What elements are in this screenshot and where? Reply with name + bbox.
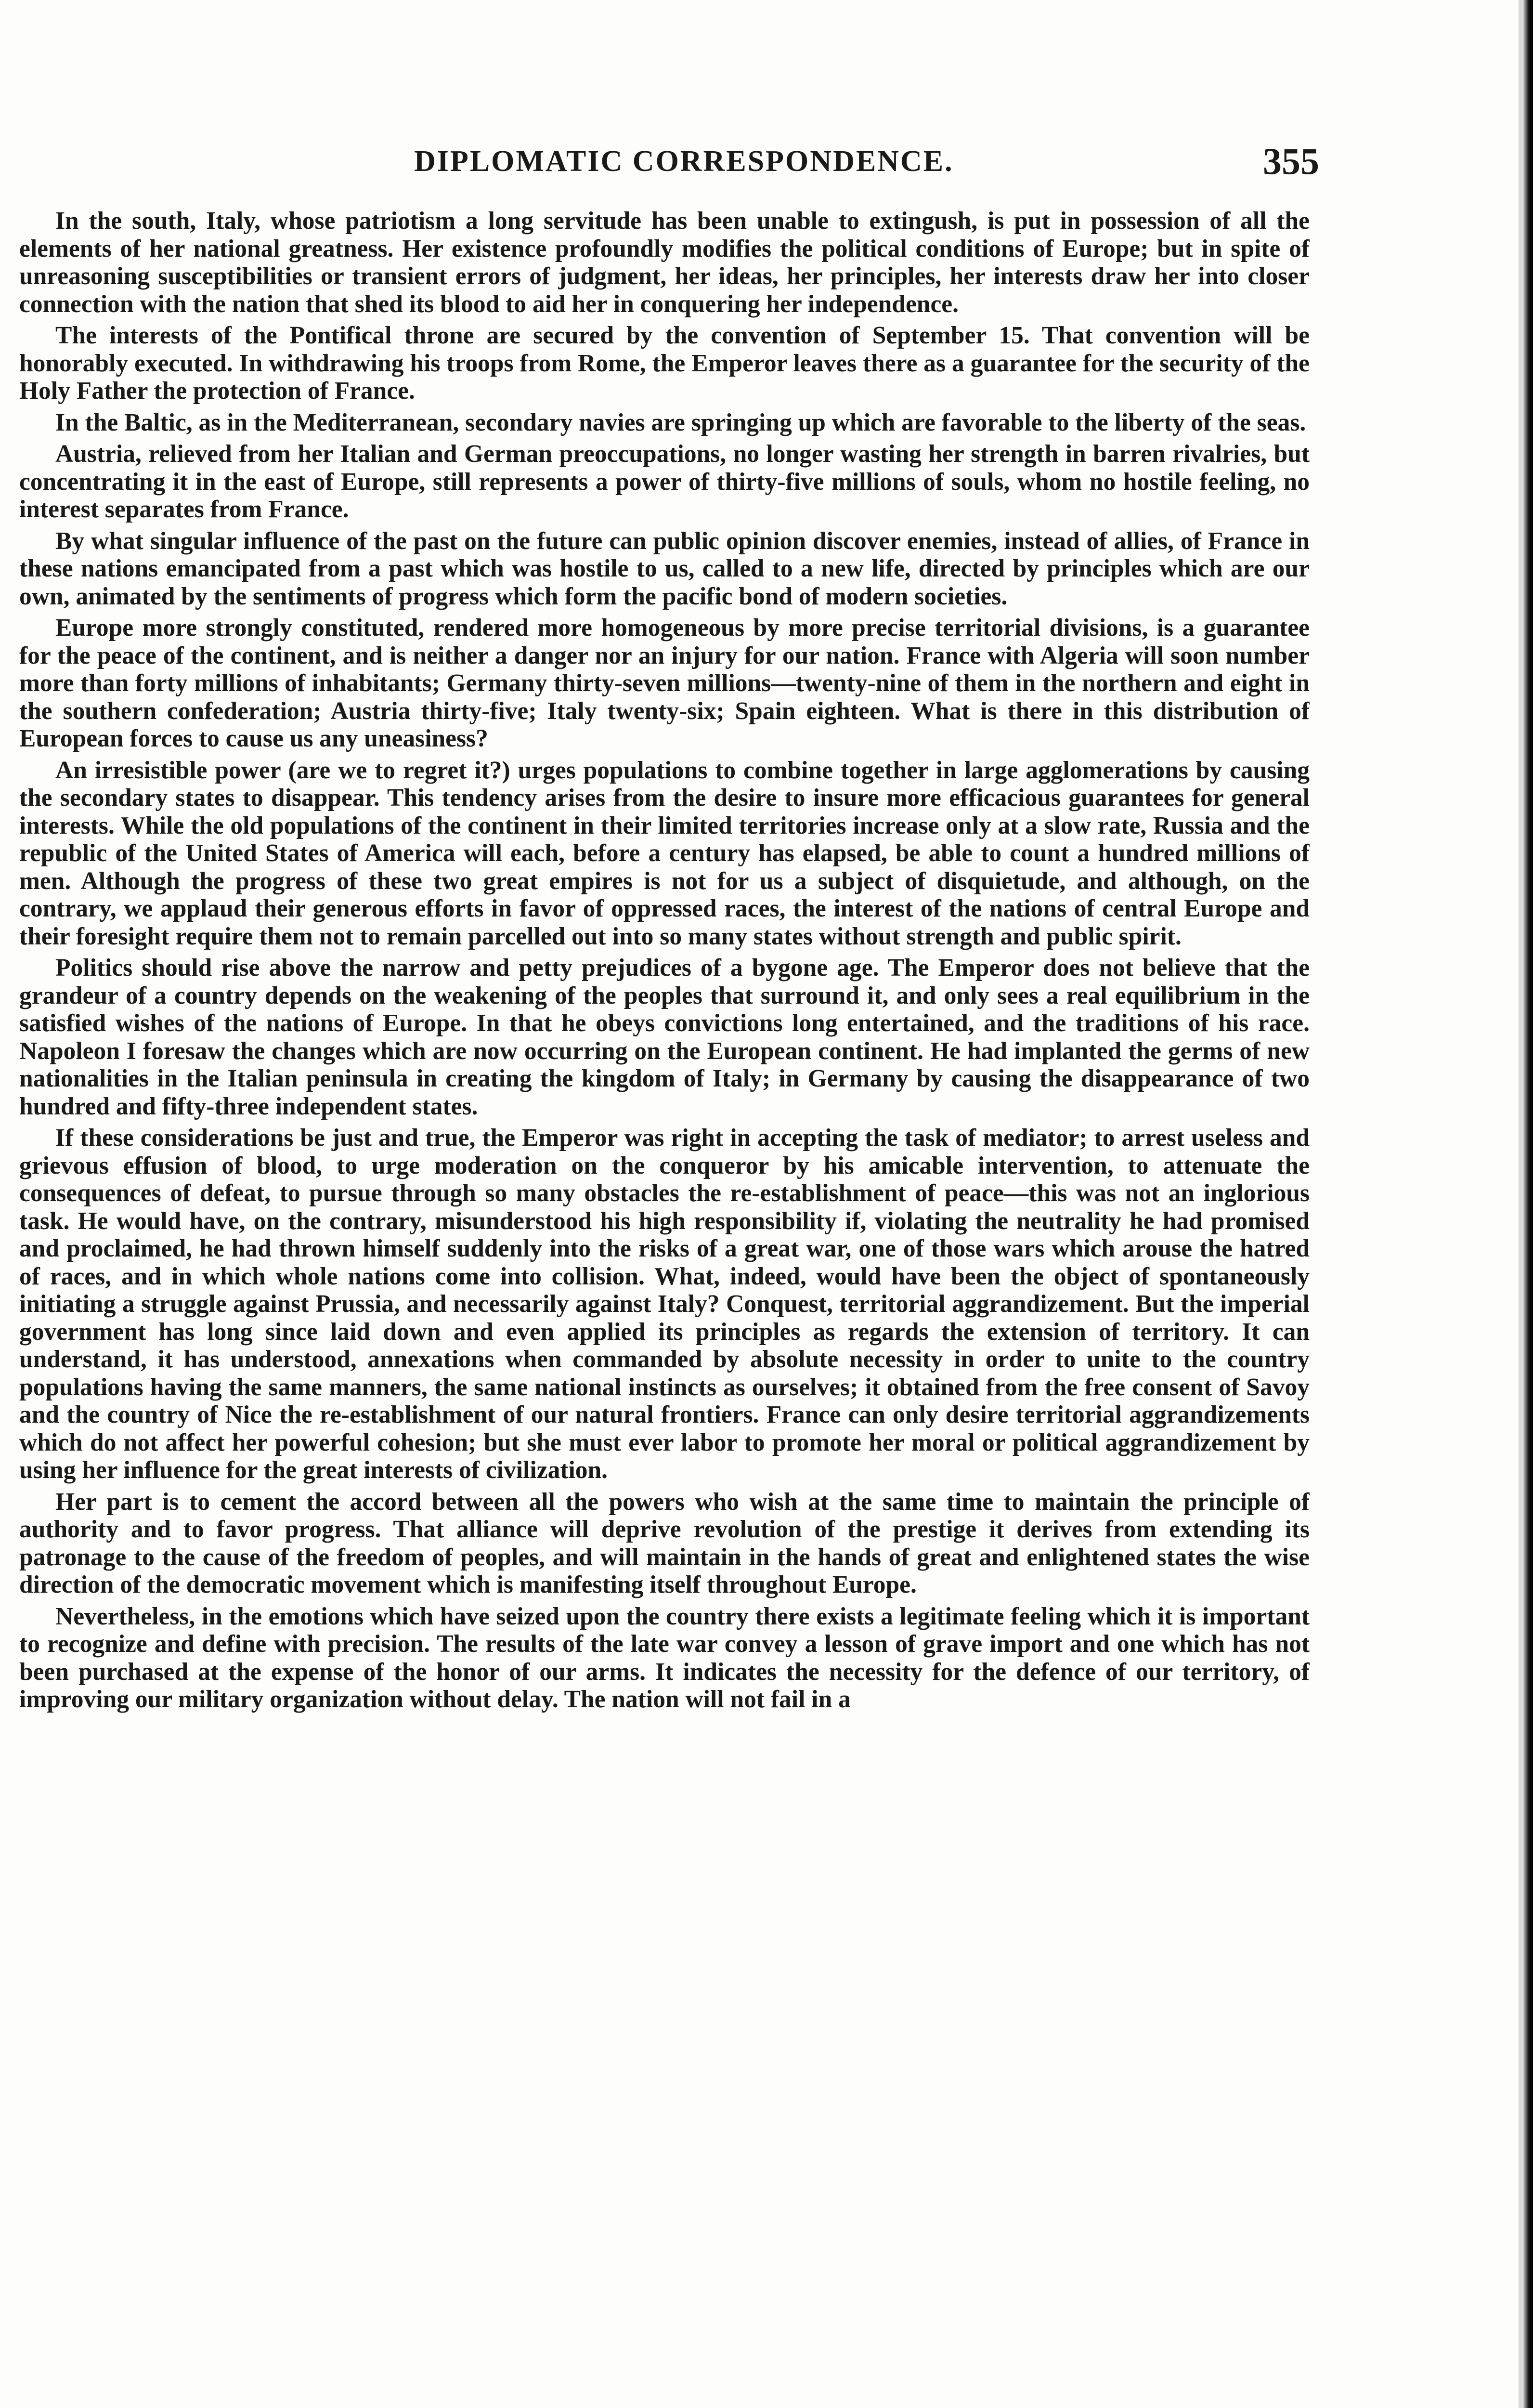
paragraph: By what singular influence of the past on the future can public opinion discover enemies, instead of allies, of France in these nations emancipated from a past which was hostile to us, called to a new life, directed by principles which are our own, animated by the sentiments of progress which form the pacific bond of modern societies.	[19, 527, 1310, 610]
paragraph: An irresistible power (are we to regret it?) urges populations to combine together in large agglomerations by causing the secondary states to disappear. This tendency arises from the desire to insure more efficacious guarantees for general interests. While the old populations of the continent in their limited territories increase only at a slow rate, Russia and the republic of the United States of America will each, before a century has elapsed, be able to count a hundred millions of men. Although the progress of these two great empires is not for us a subject of disquietude, and although, on the contrary, we applaud their generous efforts in favor of oppressed races, the interest of the nations of central Europe and their foresight require them not to remain parcelled out into so many states without strength and public spirit.	[19, 756, 1310, 950]
paragraph: In the south, Italy, whose patriotism a long servitude has been unable to extingush, is put in possession of all the elements of her national greatness. Her existence profoundly modifies the political conditions of Europe; but in spite of unreasoning susceptibilities or transient errors of judgment, her ideas, her principles, her interests draw her into closer connection with the nation that shed its blood to aid her in conquering her independence.	[19, 207, 1310, 318]
paragraph: Politics should rise above the narrow and petty prejudices of a bygone age. The Emperor does not believe that the grandeur of a country depends on the weakening of the peoples that surround it, and only sees a real equilibrium in the satisfied wishes of the nations of Europe. In that he obeys convictions long entertained, and the traditions of his race. Napoleon I foresaw the changes which are now occurring on the European continent. He had implanted the germs of new nationalities in the Italian peninsula in creating the kingdom of Italy; in Germany by causing the disappearance of two hundred and fifty-three independent states.	[19, 954, 1310, 1120]
page-edge-shadow	[1519, 0, 1522, 2408]
paragraph: The interests of the Pontifical throne are secured by the convention of September 15. That convention will be honorably executed. In withdrawing his troops from Rome, the Emperor leaves there as a guarantee for the security of the Holy Father the protection of France.	[19, 322, 1310, 405]
paragraph: Austria, relieved from her Italian and German preoccupations, no longer wasting her strength in barren rivalries, but concentrating it in the east of Europe, still represents a power of thirty-five millions of souls, whom no hostile feeling, no interest separates from France.	[19, 440, 1310, 523]
page-header	[39, 140, 1319, 188]
body-text	[19, 207, 1310, 2408]
running-title: DIPLOMATIC CORRESPONDENCE.	[414, 145, 954, 178]
paragraph: Nevertheless, in the emotions which have seized upon the country there exists a legitimate feeling which it is important to recognize and define with precision. The results of the late war convey a lesson of grave import and one which has not been purchased at the expense of the honor of our arms. It indicates the necessity for the defence of our territory, of improving our military organization without delay. The nation will not fail in a	[19, 1602, 1310, 1713]
page-number: 355	[1263, 140, 1319, 182]
page-edge	[1522, 0, 1533, 2408]
paragraph: If these considerations be just and true, the Emperor was right in accepting the task of mediator; to arrest useless and grievous effusion of blood, to urge moderation on the conqueror by his amicable intervention, to attenuate the consequences of defeat, to pursue through so many obstacles the re-establishment of peace—this was not an inglorious task. He would have, on the contrary, misunderstood his high responsibility if, violating the neutrality he had promised and proclaimed, he had thrown himself suddenly into the risks of a great war, one of those wars which arouse the hatred of races, and in which whole nations come into collision. What, indeed, would have been the object of spontaneously initiating a struggle against Prussia, and necessarily against Italy? Conquest, territorial aggrandizement. But the imperial government has long since laid down and even applied its principles as regards the extension of territory. It can understand, it has understood, annexations when commanded by absolute necessity in order to unite to the country populations having the same manners, the same national instincts as ourselves; it obtained from the free consent of Savoy and the country of Nice the re-establishment of our natural frontiers. France can only desire territorial aggrandizements which do not affect her powerful cohesion; but she must ever labor to promote her moral or political aggrandizement by using her influence for the great interests of civilization.	[19, 1124, 1310, 1484]
paragraph: In the Baltic, as in the Mediterranean, secondary navies are springing up which are favorable to the liberty of the seas.	[55, 408, 1306, 436]
paragraph: Europe more strongly constituted, rendered more homogeneous by more precise territorial divisions, is a guarantee for the peace of the continent, and is neither a danger nor an injury for our nation. France with Algeria will soon number more than forty millions of inhabitants; Germany thirty-seven millions—twenty-nine of them in the northern and eight in the southern confederation; Austria thirty-five; Italy twenty-six; Spain eighteen. What is there in this distribution of European forces to cause us any uneasiness?	[19, 614, 1310, 752]
paragraph: Her part is to cement the accord between all the powers who wish at the same time to maintain the principle of authority and to favor progress. That alliance will deprive revolution of the prestige it derives from extending its patronage to the cause of the freedom of peoples, and will maintain in the hands of great and enlightened states the wise direction of the democratic movement which is manifesting itself throughout Europe.	[19, 1488, 1310, 1598]
